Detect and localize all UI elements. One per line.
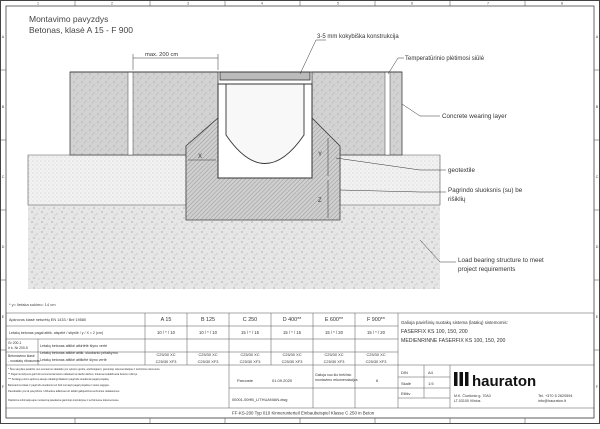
grating xyxy=(220,72,310,80)
row4-val-b125: C25/30 XF3 xyxy=(197,359,219,364)
footnote: * y= lietaka sukimo: 14 cm xyxy=(9,302,56,307)
drawing-title: FF-KS-200 Typ 010 Kinnerunterteil Einbaubeispiel Klasse C 250 in Beton xyxy=(232,410,375,416)
row3-val-b125: C25/30 XC xyxy=(198,352,218,357)
row1-val-c250: 15 / * / 15 xyxy=(241,330,259,335)
email-line: info@hauraton.lt xyxy=(538,399,566,403)
expansion-joint-label: Temperatūrinio plėtimosi siūlė xyxy=(405,56,485,62)
border-letter-c-right: C xyxy=(595,175,599,179)
note-1: * Šios savybės paskirtis nuo sumavimo skaidelio yra vyksmo greitis, atsižvelgiant į gamintojo rekomendacijas ir techninius duomenis. xyxy=(8,368,161,371)
din-label: DIN xyxy=(401,370,408,375)
class-a15: A 15 xyxy=(160,317,172,323)
row2-label: Letakų betonas atitikė atkirtėtė šlyno vertė xyxy=(40,344,108,348)
row3-val-e600: C25/30 XC xyxy=(324,352,344,357)
steel-construction-label: 3-5 mm kokybiška konstrukcija xyxy=(317,34,399,40)
border-letter-e: E xyxy=(1,315,5,319)
file-name: 00001-00HB_LITHUANIAN.dwg xyxy=(232,397,288,402)
border-num-1: 1 xyxy=(37,1,39,6)
note-4: Betonavimo klasė ir pagrindo sluoksnis turi būti numatyti pagal projektą ir vietos sąlygas. xyxy=(8,384,110,387)
border-letter-a-right: A xyxy=(595,35,599,39)
border-letter-e-right: E xyxy=(595,315,599,319)
note-2: ** Pagal nurodymus gali būti sumontuota betonu atliekant tai darbo darbus; tinkamai sukalibruota betono mišinys. xyxy=(8,373,138,376)
expansion-joint-left xyxy=(128,72,133,155)
row4-label: Letakų betonas atitikė atitikėtė šlyno vertė xyxy=(40,358,107,362)
systems-line-2: MEDIENRINNE FASERFIX KS 100, 150, 200 xyxy=(401,338,506,344)
row1-val-f900: 15 / * / 20 xyxy=(367,330,385,335)
border-letter-b-right: B xyxy=(595,105,599,109)
border-letter-f: F xyxy=(1,385,5,389)
eilute-label: Eilišv xyxy=(401,391,411,396)
border-num-6: 6 xyxy=(411,1,413,6)
row4-val-e600: C25/30 XF3 xyxy=(323,359,345,364)
class-f900: F 900** xyxy=(367,317,385,323)
border-letter-d-right: D xyxy=(595,245,599,249)
border-num-7: 7 xyxy=(487,1,489,6)
phone-line: Tel. +370 5 2620594 xyxy=(538,394,573,398)
dim-x-label: X xyxy=(198,154,203,160)
galioja-label-2: montavimo rekomendacijos xyxy=(315,378,358,382)
border-num-2: 2 xyxy=(111,1,113,6)
row4-val-c250: C25/30 XF3 xyxy=(239,359,261,364)
base-layer-label-2: rišiklių xyxy=(448,196,466,203)
wearing-layer-label: Concrete wearing layer xyxy=(442,113,507,120)
class-b125: B 125 xyxy=(200,317,216,323)
city-line: LT-03100 Vilnius xyxy=(454,399,481,403)
border-num-3: 3 xyxy=(187,1,189,6)
border-num-4: 4 xyxy=(261,1,263,6)
row2-b: Ir k. Nr 200-5 xyxy=(8,346,28,350)
row3-val-f900: C25/30 XC xyxy=(366,352,386,357)
table-header-load-class: Apkrovos klasė neturėtų EN 1433 / Bnf 19580 xyxy=(9,318,87,322)
border-letter-f-right: F xyxy=(595,385,599,389)
class-d400: D 400** xyxy=(282,317,302,323)
systems-line-1: FASERFIX KS 100, 150, 200 xyxy=(401,329,468,335)
row1-val-d400: 15 / * / 15 xyxy=(283,330,301,335)
row1-val-b125: 10 / * / 10 xyxy=(199,330,217,335)
class-c250: C 250 xyxy=(242,317,258,323)
base-layer-left xyxy=(28,155,186,205)
note-3: *** Sunkiųjų eismo apkrovų atveju reikalingi išlaikomi pagrindo sluoksniai pagal projektą. xyxy=(8,378,110,381)
base-layer-label-1: Pagrindo sluoksnis (su) be xyxy=(448,187,523,194)
border-num-5: 5 xyxy=(337,1,339,6)
load-bearing-label-1: Load bearing structure to meet xyxy=(458,257,544,264)
scale-value: 1:5 xyxy=(428,381,434,386)
geotextile-label: geotextile xyxy=(448,167,475,174)
row3-b: - nuostatų ribosumas xyxy=(8,359,40,363)
title-line-1: Montavimo pavyzdys xyxy=(29,14,109,24)
base-layer-right xyxy=(340,155,440,205)
max-width-label: max. 200 cm xyxy=(145,52,179,58)
title-line-2: Betonas, klasė A 15 - F 900 xyxy=(29,25,133,35)
row3-label: Letakų betonas atitikė atitik. sluoksnio pritaikymu xyxy=(40,351,118,355)
row4-val-d400: C25/30 XF3 xyxy=(281,359,303,364)
page-number: 6 xyxy=(376,378,379,383)
dim-y-label: Y xyxy=(318,152,323,158)
row2-a: Gr 200-1 xyxy=(8,341,22,345)
border-letter-c: C xyxy=(1,175,5,179)
note-small: Papildoma informacija apie montavimą pateikiama gamintojo instrukcijose ir techniniuose dokumentuose. xyxy=(8,399,120,402)
dim-z-label: Z xyxy=(318,198,322,204)
address-line: M.K. Čiurlionio g. 70A3 xyxy=(454,394,491,398)
border-num-8: 8 xyxy=(561,1,563,6)
row1-val-e600: 15 / * / 20 xyxy=(325,330,343,335)
expansion-joint-right xyxy=(385,72,390,155)
row3-val-c250: C25/30 XC xyxy=(240,352,260,357)
date-value: 01.09.2020 xyxy=(272,378,293,383)
galioja-label: Galioja nuo šio brėžinio xyxy=(315,373,352,377)
load-bearing-label-2: project requirements xyxy=(458,266,516,273)
row3-val-a15: C25/30 XC xyxy=(156,352,176,357)
scale-label: Skalė xyxy=(401,381,412,386)
brand-name: hauraton xyxy=(472,373,537,390)
border-letter-b: B xyxy=(1,105,5,109)
border-letter-d: D xyxy=(1,245,5,249)
class-e600: E 600** xyxy=(324,317,344,323)
systems-heading: Galioja paviršinių nuotakų sistema (latakų) sistemomis: xyxy=(401,320,508,325)
paruoste-label: Paruoste xyxy=(237,378,254,383)
din-value: A4 xyxy=(428,370,433,375)
hauraton-logo xyxy=(454,372,536,390)
row3-val-d400: C25/30 XC xyxy=(282,352,302,357)
note-5: Paveikslėlis yra tik pavyzdinis. Užduoties atlikimas turi atitikti galiojančius techninius reikalavimus. xyxy=(8,390,121,393)
border-letter-a: A xyxy=(1,35,5,39)
row4-val-a15: C25/30 XF3 xyxy=(155,359,177,364)
row4-val-f900: C25/30 XF3 xyxy=(365,359,387,364)
row1-val-a15: 10 / * / 10 xyxy=(157,330,175,335)
row1-label: Letakų betonas pagal atitik. atspėlė / stiprilė / y / X ≈ 2 (cm) xyxy=(9,331,104,335)
table-grid xyxy=(6,313,594,418)
row3-a: Betonavimo klasė xyxy=(8,354,35,358)
